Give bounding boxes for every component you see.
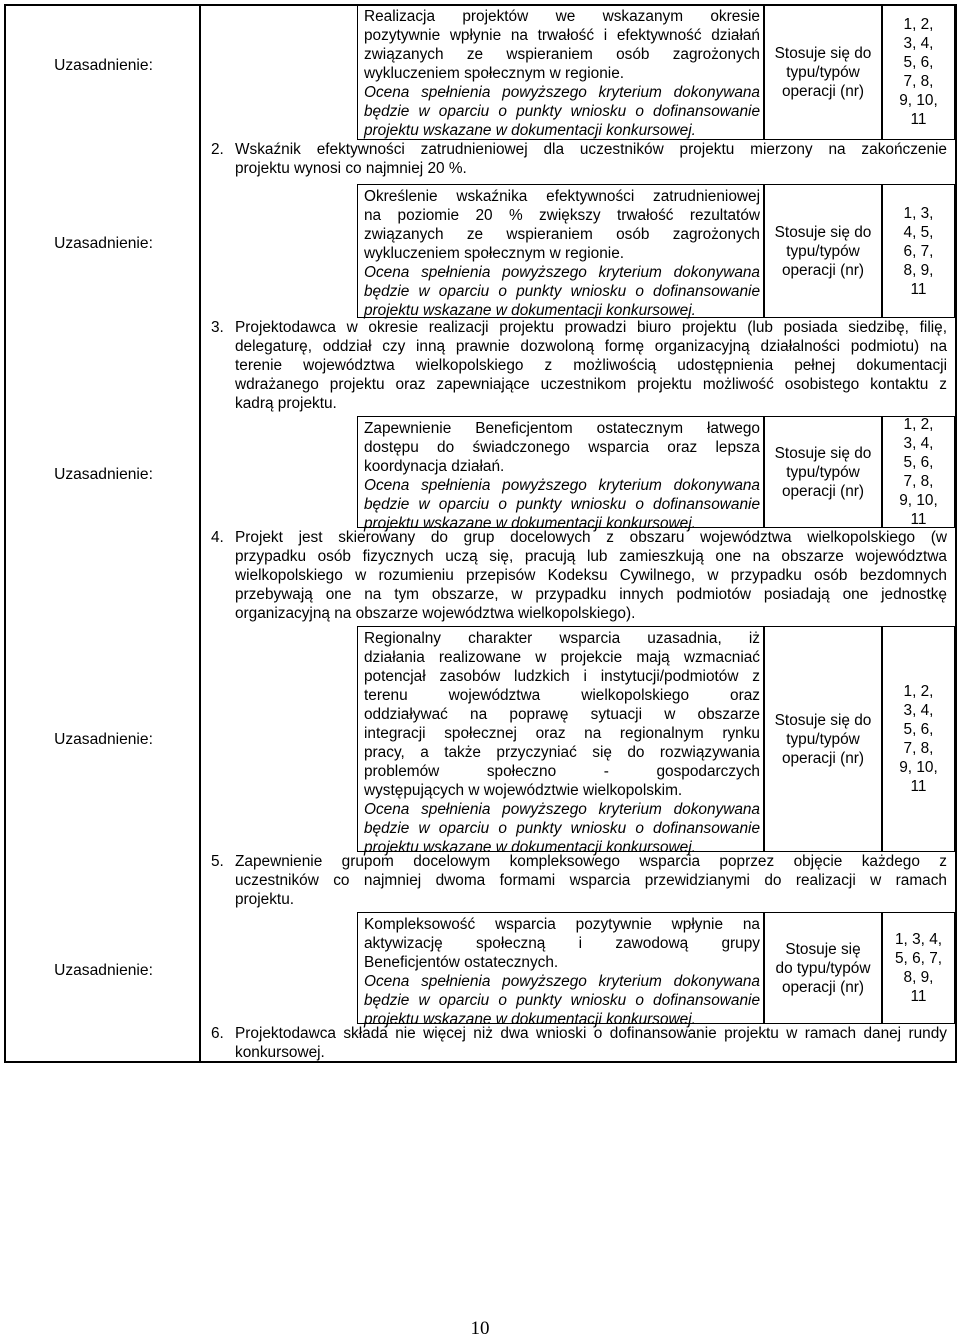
assessment-line: Ocena spełnienia powyższego kryterium dokonywana xyxy=(364,84,760,101)
criterion-rationale-row xyxy=(54,4,955,140)
operation-types-line: 6, 7, xyxy=(903,242,934,260)
criterion-rationale-row xyxy=(54,626,955,856)
rationale-line: dostępu do świadczonego wsparcia oraz lepsza xyxy=(364,439,760,456)
criterion-number: 3. xyxy=(211,319,224,336)
applicability-text xyxy=(776,940,871,997)
applicability-line: operacji (nr) xyxy=(781,261,865,279)
operation-types-cell xyxy=(882,184,955,318)
criterion-number: 6. xyxy=(211,1025,224,1042)
applicability-text xyxy=(775,444,872,501)
assessment-line: Ocena spełnienia powyższego kryterium dokonywana xyxy=(364,477,760,494)
operation-types-text xyxy=(899,415,938,529)
rationale-line: problemów społeczno - gospodarczych xyxy=(364,763,760,780)
applicability-line: operacji (nr) xyxy=(781,978,865,996)
criterion-line: przebywają one na tym obszarze, w przypadku innych podmiotów posiadają one jednostkę xyxy=(235,586,947,603)
applicability-line: Stosuje się do xyxy=(774,44,872,62)
operation-types-line: 7, 8, xyxy=(903,740,934,757)
applicability-line: typu/typów xyxy=(786,63,860,81)
operation-types-line: 11 xyxy=(910,778,927,795)
operation-types-line: 8, 9, xyxy=(903,969,934,986)
applicability-line: typu/typów xyxy=(786,242,860,260)
applicability-line: Stosuje się do xyxy=(774,223,872,241)
applicability-line: typu/typów xyxy=(786,730,860,748)
criterion-rationale-row xyxy=(54,184,955,319)
rationale-line: działania realizowane w projekcie mają wzmacniać xyxy=(364,649,760,666)
rationale-label: Uzasadnienie: xyxy=(54,234,153,252)
rationale-line: Realizacja projektów we wskazanym okresie xyxy=(364,8,760,25)
rationale-text xyxy=(357,416,764,532)
operation-types-text xyxy=(899,15,938,129)
criterion-rationale-row xyxy=(54,912,955,1028)
criterion-line: projektu wynosi co najmniej 20 %. xyxy=(235,160,467,177)
rationale-line: Regionalny charakter wsparcia uzasadnia, iż xyxy=(364,630,760,647)
operation-types-line: 5, 6, 7, xyxy=(894,950,943,967)
rationale-label: Uzasadnienie: xyxy=(54,56,153,74)
applicability-text xyxy=(775,44,872,101)
assessment-line: projektu wskazane w dokumentacji konkursowej. xyxy=(364,302,696,319)
operation-types-line: 3, 4, xyxy=(903,435,934,452)
operation-types-line: 8, 9, xyxy=(903,261,934,279)
criterion-line: kadrą projektu. xyxy=(235,395,337,412)
operation-types-line: 11 xyxy=(910,280,927,298)
rationale-line: pozytywnie wpłynie na trwałość i efektywność działań xyxy=(364,27,760,44)
criterion-rationale-row xyxy=(54,416,955,532)
criterion-line: uczestników co najmniej dwoma formami wsparcia przewidzianymi do realizacji w ramach xyxy=(235,872,947,889)
operation-types-line: 9, 10, xyxy=(899,92,938,109)
applicability-line: Stosuje się do xyxy=(774,444,872,462)
assessment-line: będzie w oparciu o punkty wniosku o dofinansowanie xyxy=(364,283,760,300)
applicability-line: do typu/typów xyxy=(775,959,871,977)
rationale-text xyxy=(357,4,764,140)
applicability-cell xyxy=(764,626,882,852)
assessment-line: projektu wskazane w dokumentacji konkursowej. xyxy=(364,839,696,856)
operation-types-line: 4, 5, xyxy=(903,223,934,241)
criterion-text xyxy=(235,318,947,413)
rationale-text xyxy=(357,912,764,1028)
criterion-line: organizacyjną na obszarze województwa wielkopolskiego). xyxy=(235,605,636,622)
operation-types-line: 1, 2, xyxy=(903,683,934,700)
criterion-line: Projekt jest skierowany do grup docelowych z obszaru województwa wielkopolskiego (w xyxy=(235,529,947,546)
assessment-line: projektu wskazane w dokumentacji konkursowej. xyxy=(364,122,696,139)
applicability-line: Stosuje się do xyxy=(774,711,872,729)
criterion-line: Wskaźnik efektywności zatrudnieniowej dla uczestników projektu mierzony na zakończenie xyxy=(235,141,947,158)
operation-types-line: 5, 6, xyxy=(903,54,934,71)
criterion-line: Zapewnienie grupom docelowym kompleksowego wsparcia poprzez objęcie każdego z xyxy=(235,853,947,870)
operation-types-line: 7, 8, xyxy=(903,473,934,490)
operation-types-cell xyxy=(882,416,955,528)
criterion-text xyxy=(235,852,947,909)
right-column xyxy=(54,6,955,1061)
applicability-line: operacji (nr) xyxy=(781,482,865,500)
rationale-line: pracy, a także przyczyniać się do rozwiązywania xyxy=(364,744,760,761)
operation-types-text xyxy=(904,204,934,299)
operation-types-cell xyxy=(882,912,955,1024)
criterion-item xyxy=(201,140,955,184)
operation-types-line: 11 xyxy=(910,988,927,1005)
operation-types-line: 7, 8, xyxy=(903,73,934,90)
operation-types-line: 9, 10, xyxy=(899,759,938,776)
operation-types-line: 9, 10, xyxy=(899,492,938,509)
assessment-line: będzie w oparciu o punkty wniosku o dofinansowanie xyxy=(364,992,760,1009)
rationale-line: Zapewnienie Beneficjentom ostatecznym łatwego xyxy=(364,420,760,437)
operation-types-cell xyxy=(882,4,955,140)
operation-types-cell xyxy=(882,626,955,852)
operation-types-line: 1, 2, xyxy=(903,16,934,33)
criterion-line: projektu. xyxy=(235,891,295,908)
operation-types-line: 3, 4, xyxy=(903,35,934,52)
applicability-cell xyxy=(764,416,882,528)
rationale-line: oddziaływać na poprawę sytuacji w obszarze xyxy=(364,706,760,723)
operation-types-text xyxy=(899,682,938,796)
applicability-cell xyxy=(764,184,882,318)
rationale-line: Beneficjentów ostatecznych. xyxy=(364,954,559,971)
operation-types-line: 11 xyxy=(910,511,927,528)
rationale-line: aktywizację społeczną i zawodową grupy xyxy=(364,935,760,952)
rationale-line: związanych ze wspieraniem osób zagrożonych xyxy=(364,226,760,243)
criterion-line: wdrażanego projektu oraz zapewniające uczestnikom projektu możliwość osobistego kontaktu z xyxy=(235,376,947,393)
rationale-line: występujących w województwie wielkopolskim. xyxy=(364,782,683,799)
criterion-item xyxy=(201,852,955,912)
criterion-line: Projektodawca składa nie więcej niż dwa wnioski o dofinansowanie projektu w ramach danej rundy xyxy=(235,1025,947,1042)
page-number: 10 xyxy=(470,1318,490,1339)
applicability-text xyxy=(775,711,872,768)
rationale-label: Uzasadnienie: xyxy=(54,961,153,979)
criterion-line: terenie województwa wielkopolskiego z możliwością udostępnienia pełnej dokumentacji xyxy=(235,357,947,374)
rationale-line: integracji społecznej oraz na regionalnym rynku xyxy=(364,725,760,742)
applicability-line: operacji (nr) xyxy=(781,82,865,100)
criterion-number: 5. xyxy=(211,853,224,870)
applicability-text xyxy=(775,223,872,280)
criterion-text xyxy=(235,140,947,178)
applicability-line: Stosuje się xyxy=(785,940,861,958)
assessment-line: Ocena spełnienia powyższego kryterium dokonywana xyxy=(364,801,760,818)
left-column xyxy=(6,6,201,1061)
criterion-number: 4. xyxy=(211,529,224,546)
operation-types-line: 11 xyxy=(910,111,927,128)
applicability-line: typu/typów xyxy=(786,463,860,481)
criterion-number: 2. xyxy=(211,141,224,158)
operation-types-line: 5, 6, xyxy=(903,721,934,738)
rationale-line: na poziomie 20 % zwiększy trwałość rezultatów xyxy=(364,207,760,224)
operation-types-text xyxy=(895,930,942,1006)
assessment-line: będzie w oparciu o punkty wniosku o dofinansowanie xyxy=(364,820,760,837)
criterion-item xyxy=(201,528,955,626)
rationale-line: związanych ze wspieraniem osób zagrożonych xyxy=(364,46,760,63)
assessment-line: Ocena spełnienia powyższego kryterium dokonywana xyxy=(364,264,760,281)
criterion-item xyxy=(201,1024,955,1062)
criterion-line: delegaturę, oddział czy inną prawnie dozwoloną formę organizacyjną działalności podmiotu) na xyxy=(235,338,947,355)
operation-types-line: 1, 2, xyxy=(903,416,934,433)
rationale-line: wykluczeniem społecznym w regionie. xyxy=(364,65,625,82)
applicability-cell xyxy=(764,4,882,140)
criterion-line: konkursowej. xyxy=(235,1044,325,1061)
applicability-line: operacji (nr) xyxy=(781,749,865,767)
operation-types-line: 5, 6, xyxy=(903,454,934,471)
operation-types-line: 3, 4, xyxy=(903,702,934,719)
rationale-line: wykluczeniem społecznym w regionie. xyxy=(364,245,625,262)
criterion-text xyxy=(235,1024,947,1062)
criterion-text xyxy=(235,528,947,623)
rationale-line: terenu województwa wielkopolskiego oraz xyxy=(364,687,760,704)
rationale-line: potencjał zasobów ludzkich i instytucji/podmiotów z xyxy=(364,668,760,685)
rationale-label: Uzasadnienie: xyxy=(54,730,153,748)
rationale-text xyxy=(357,626,764,856)
rationale-text xyxy=(357,184,764,318)
rationale-label: Uzasadnienie: xyxy=(54,465,153,483)
criteria-table xyxy=(4,4,957,1063)
criterion-line: wielkopolskiego w rozumieniu przepisów Kodeksu Cywilnego, w przypadku osób bezdomnych xyxy=(235,567,947,584)
operation-types-line: 1, 3, 4, xyxy=(894,931,943,948)
assessment-line: Ocena spełnienia powyższego kryterium dokonywana xyxy=(364,973,760,990)
assessment-line: projektu wskazane w dokumentacji konkursowej. xyxy=(364,515,696,532)
rationale-line: koordynacja działań. xyxy=(364,458,505,475)
assessment-line: będzie w oparciu o punkty wniosku o dofinansowanie xyxy=(364,496,760,513)
operation-types-line: 1, 3, xyxy=(903,204,934,222)
applicability-cell xyxy=(764,912,882,1024)
rationale-line: Określenie wskaźnika efektywności zatrudnieniowej xyxy=(364,188,760,205)
criterion-item xyxy=(201,318,955,416)
assessment-line: będzie w oparciu o punkty wniosku o dofinansowanie xyxy=(364,103,760,120)
criterion-line: Projektodawca w okresie realizacji projektu prowadzi biuro projektu (lub posiada siedzibę, filię, xyxy=(235,319,947,336)
criterion-line: przypadku osób fizycznych uczą się, pracują lub zamieszkują one na obszarze województwa xyxy=(235,548,947,565)
rationale-line: Kompleksowość wsparcia pozytywnie wpłynie na xyxy=(364,916,760,933)
assessment-line: projektu wskazane w dokumentacji konkursowej. xyxy=(364,1011,696,1028)
